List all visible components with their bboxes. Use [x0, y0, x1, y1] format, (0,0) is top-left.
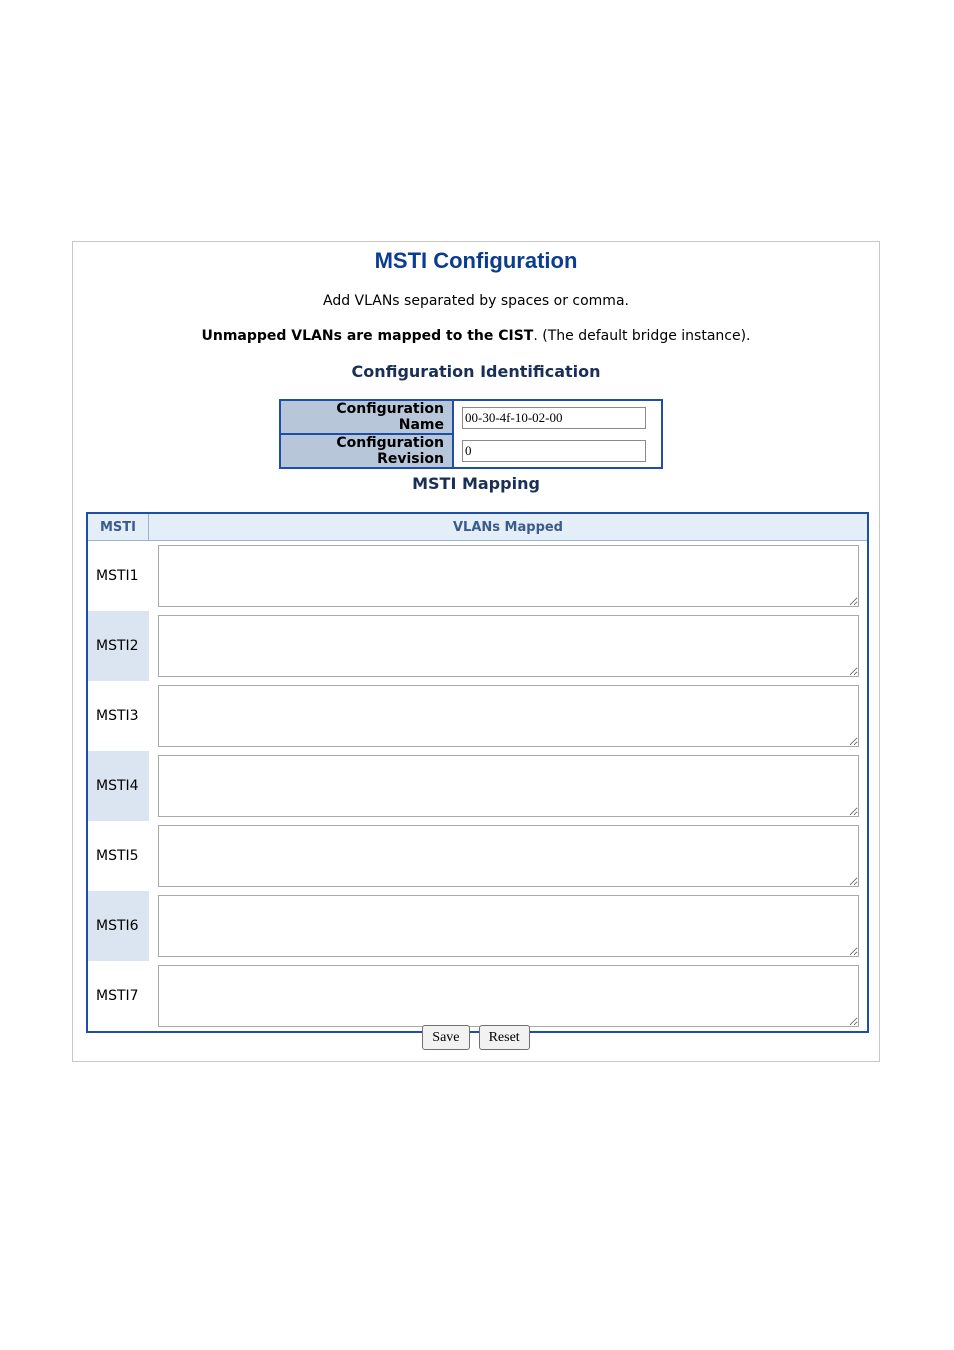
msti-name: MSTI6 — [87, 891, 149, 961]
msti-name: MSTI3 — [96, 708, 139, 724]
vlans-mapped-column-header: VLANs Mapped — [149, 513, 869, 541]
configuration-name-input[interactable] — [462, 407, 646, 429]
vlans-mapped-input-msti3[interactable] — [158, 685, 860, 747]
msti-name: MSTI7 — [96, 988, 139, 1004]
form-buttons — [73, 1025, 879, 1050]
cist-note-bold: Unmapped VLANs are mapped to the CIST — [201, 328, 534, 344]
save-button[interactable]: Save — [422, 1025, 469, 1050]
msti-column-header: MSTI — [87, 513, 149, 541]
table-row — [87, 541, 868, 612]
configuration-name-row — [280, 400, 662, 434]
configuration-name-label: Configuration Name — [280, 400, 453, 434]
table-row — [87, 751, 868, 821]
vlans-mapped-input-msti5[interactable] — [158, 825, 860, 887]
vlans-mapped-input-msti2[interactable] — [158, 615, 860, 677]
vlans-mapped-input-msti4[interactable] — [158, 755, 860, 817]
vlans-mapped-input-msti1[interactable] — [158, 545, 860, 607]
msti-name: MSTI2 — [87, 611, 149, 681]
configuration-identification-table — [279, 399, 663, 469]
instruction-text: Add VLANs separated by spaces or comma. — [323, 293, 629, 309]
configuration-revision-label: Configuration Revision — [280, 434, 453, 468]
configuration-identification-title: Configuration Identification — [351, 362, 601, 381]
mapping-header-row — [87, 513, 868, 541]
vlans-mapped-input-msti6[interactable] — [158, 895, 860, 957]
reset-button[interactable]: Reset — [479, 1025, 530, 1050]
page-title: MSTI Configuration — [374, 248, 578, 273]
table-row — [87, 681, 868, 751]
table-row — [87, 891, 868, 961]
msti-name: MSTI4 — [87, 751, 149, 821]
table-row — [87, 611, 868, 681]
configuration-revision-input[interactable] — [462, 440, 646, 462]
msti-configuration-panel — [72, 241, 880, 1062]
configuration-revision-row — [280, 434, 662, 468]
cist-note — [73, 328, 879, 344]
vlans-mapped-input-msti7[interactable] — [158, 965, 860, 1027]
table-row — [87, 821, 868, 891]
cist-note-rest: . (The default bridge instance). — [533, 328, 751, 344]
table-row — [87, 961, 868, 1032]
msti-name: MSTI5 — [96, 848, 139, 864]
msti-mapping-title: MSTI Mapping — [412, 474, 540, 493]
msti-mapping-table — [86, 512, 869, 1033]
msti-name: MSTI1 — [96, 568, 139, 584]
